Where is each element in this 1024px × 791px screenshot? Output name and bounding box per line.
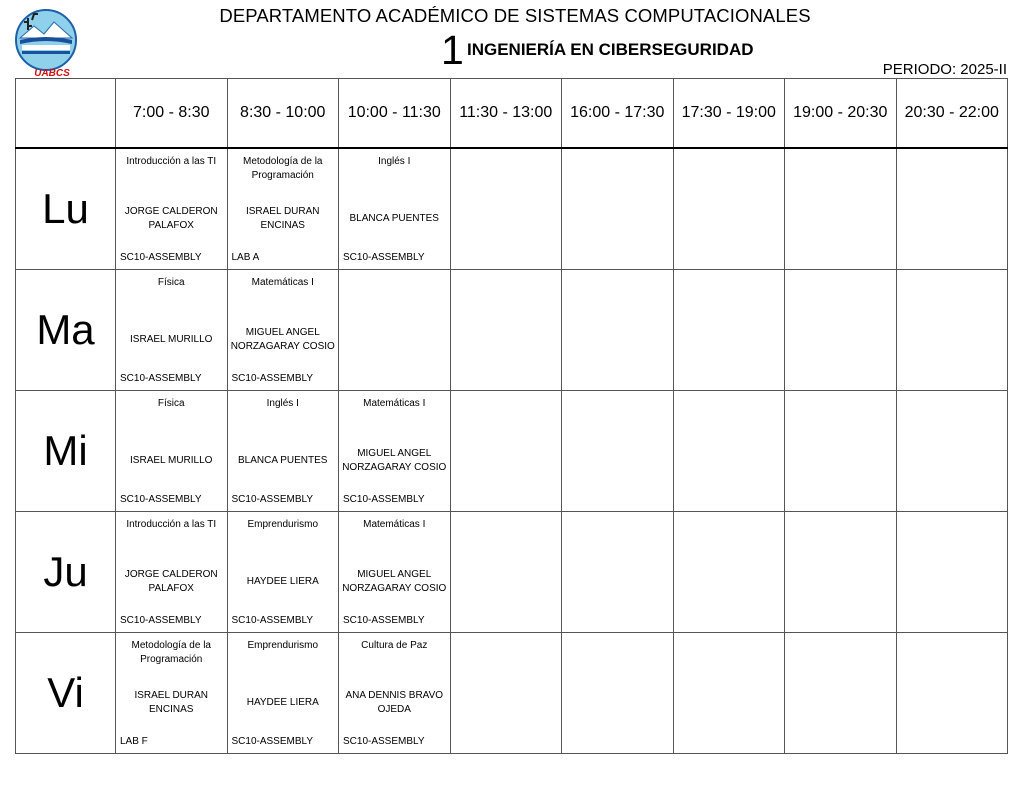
department-title: DEPARTAMENTO ACADÉMICO DE SISTEMAS COMPUTACIONALES [219, 5, 811, 26]
subject-name: Física [157, 277, 185, 288]
room-name: SC10-ASSEMBLY [120, 494, 202, 505]
teacher-name: ISRAEL DURAN ENCINAS [245, 206, 320, 231]
schedule-cell [227, 270, 339, 391]
schedule-cell [450, 512, 562, 633]
schedule-cell [562, 270, 674, 391]
subject-name: Cultura de Paz [361, 640, 428, 651]
schedule-cell [450, 391, 562, 512]
schedule-cell [116, 512, 228, 633]
schedule-cell [450, 633, 562, 754]
teacher-name: ISRAEL MURILLO [130, 455, 213, 466]
teacher-name: ISRAEL MURILLO [130, 334, 213, 345]
teacher-name: MIGUEL ANGEL NORZAGARAY COSIO [342, 569, 447, 594]
schedule-cell [673, 633, 785, 754]
schedule-cell [227, 633, 339, 754]
schedule-cell [227, 512, 339, 633]
schedule-cell [673, 512, 785, 633]
teacher-name: ISRAEL DURAN ENCINAS [134, 690, 209, 715]
schedule-table [15, 78, 1008, 754]
schedule-cell [785, 391, 897, 512]
schedule-cell [450, 148, 562, 270]
day-label: Lu [16, 148, 116, 270]
schedule-cell [562, 391, 674, 512]
room-name: SC10-ASSEMBLY [343, 615, 425, 626]
subject-name: Introducción a las TI [126, 156, 217, 167]
schedule-cell [339, 148, 451, 270]
teacher-name: BLANCA PUENTES [349, 213, 439, 224]
schedule-cell [227, 391, 339, 512]
time-slot-header: 8:30 - 10:00 [227, 79, 339, 149]
room-name: SC10-ASSEMBLY [231, 615, 314, 626]
semester-number: 1 [441, 27, 464, 73]
schedule-cell [116, 270, 228, 391]
day-row [16, 270, 1008, 391]
schedule-cell [116, 148, 228, 270]
room-name: SC10-ASSEMBLY [231, 736, 314, 747]
teacher-name: ANA DENNIS BRAVO OJEDA [345, 690, 444, 715]
teacher-name: HAYDEE LIERA [246, 576, 319, 587]
schedule-cell [785, 512, 897, 633]
schedule-cell [896, 270, 1008, 391]
teacher-name: BLANCA PUENTES [238, 455, 328, 466]
time-slot-header: 16:00 - 17:30 [562, 79, 674, 149]
time-slot-header: 10:00 - 11:30 [339, 79, 451, 149]
time-slot-header: 19:00 - 20:30 [785, 79, 897, 149]
teacher-name: MIGUEL ANGEL NORZAGARAY COSIO [230, 327, 335, 352]
time-slot-header: 11:30 - 13:00 [450, 79, 562, 149]
day-label: Ju [16, 512, 116, 633]
day-row [16, 391, 1008, 512]
schedule-cell [339, 270, 451, 391]
teacher-name: JORGE CALDERON PALAFOX [124, 569, 218, 594]
schedule-cell [339, 512, 451, 633]
schedule-cell [116, 391, 228, 512]
teacher-name: MIGUEL ANGEL NORZAGARAY COSIO [342, 448, 447, 473]
room-name: SC10-ASSEMBLY [231, 494, 314, 505]
period-label: PERIODO: 2025-II [882, 61, 1007, 78]
schedule-cell [896, 633, 1008, 754]
teacher-name: HAYDEE LIERA [246, 697, 319, 708]
subject-name: Inglés I [378, 156, 411, 167]
day-label: Mi [16, 391, 116, 512]
day-row [16, 512, 1008, 633]
subject-name: Introducción a las TI [126, 519, 217, 530]
day-label: Vi [16, 633, 116, 754]
time-slot-header: 7:00 - 8:30 [116, 79, 228, 149]
room-name: LAB A [231, 252, 260, 263]
schedule-cell [673, 391, 785, 512]
schedule-cell [562, 633, 674, 754]
day-label: Ma [16, 270, 116, 391]
program-title: INGENIERÍA EN CIBERSEGURIDAD [467, 40, 754, 59]
schedule-cell [896, 391, 1008, 512]
schedule-cell [339, 633, 451, 754]
room-name: SC10-ASSEMBLY [343, 252, 425, 263]
room-name: SC10-ASSEMBLY [343, 736, 425, 747]
subject-name: Física [157, 398, 185, 409]
room-name: SC10-ASSEMBLY [120, 615, 202, 626]
room-name: SC10-ASSEMBLY [343, 494, 425, 505]
time-slot-header: 20:30 - 22:00 [896, 79, 1008, 149]
day-row [16, 148, 1008, 270]
subject-name: Metodología de la Programación [242, 156, 323, 181]
logo-text: UABCS [34, 68, 70, 78]
schedule-cell [673, 148, 785, 270]
corner-cell [16, 79, 116, 149]
schedule-cell [227, 148, 339, 270]
schedule-cell [785, 633, 897, 754]
room-name: SC10-ASSEMBLY [120, 373, 202, 384]
schedule-cell [785, 148, 897, 270]
time-slot-header: 17:30 - 19:00 [673, 79, 785, 149]
subject-name: Matemáticas I [363, 519, 426, 530]
schedule-cell [562, 512, 674, 633]
schedule-cell [339, 391, 451, 512]
teacher-name: JORGE CALDERON PALAFOX [124, 206, 218, 231]
subject-name: Matemáticas I [251, 277, 314, 288]
room-name: SC10-ASSEMBLY [120, 252, 202, 263]
subject-name: Emprendurismo [247, 519, 319, 530]
day-row [16, 633, 1008, 754]
schedule-cell [896, 148, 1008, 270]
room-name: LAB F [120, 736, 148, 747]
subject-name: Inglés I [266, 398, 299, 409]
schedule-cell [450, 270, 562, 391]
schedule-cell [896, 512, 1008, 633]
time-header-row [16, 79, 1008, 149]
schedule-cell [562, 148, 674, 270]
schedule-cell [785, 270, 897, 391]
subject-name: Emprendurismo [247, 640, 319, 651]
room-name: SC10-ASSEMBLY [231, 373, 314, 384]
subject-name: Metodología de la Programación [131, 640, 211, 665]
schedule-cell [673, 270, 785, 391]
schedule-cell [116, 633, 228, 754]
subject-name: Matemáticas I [363, 398, 426, 409]
